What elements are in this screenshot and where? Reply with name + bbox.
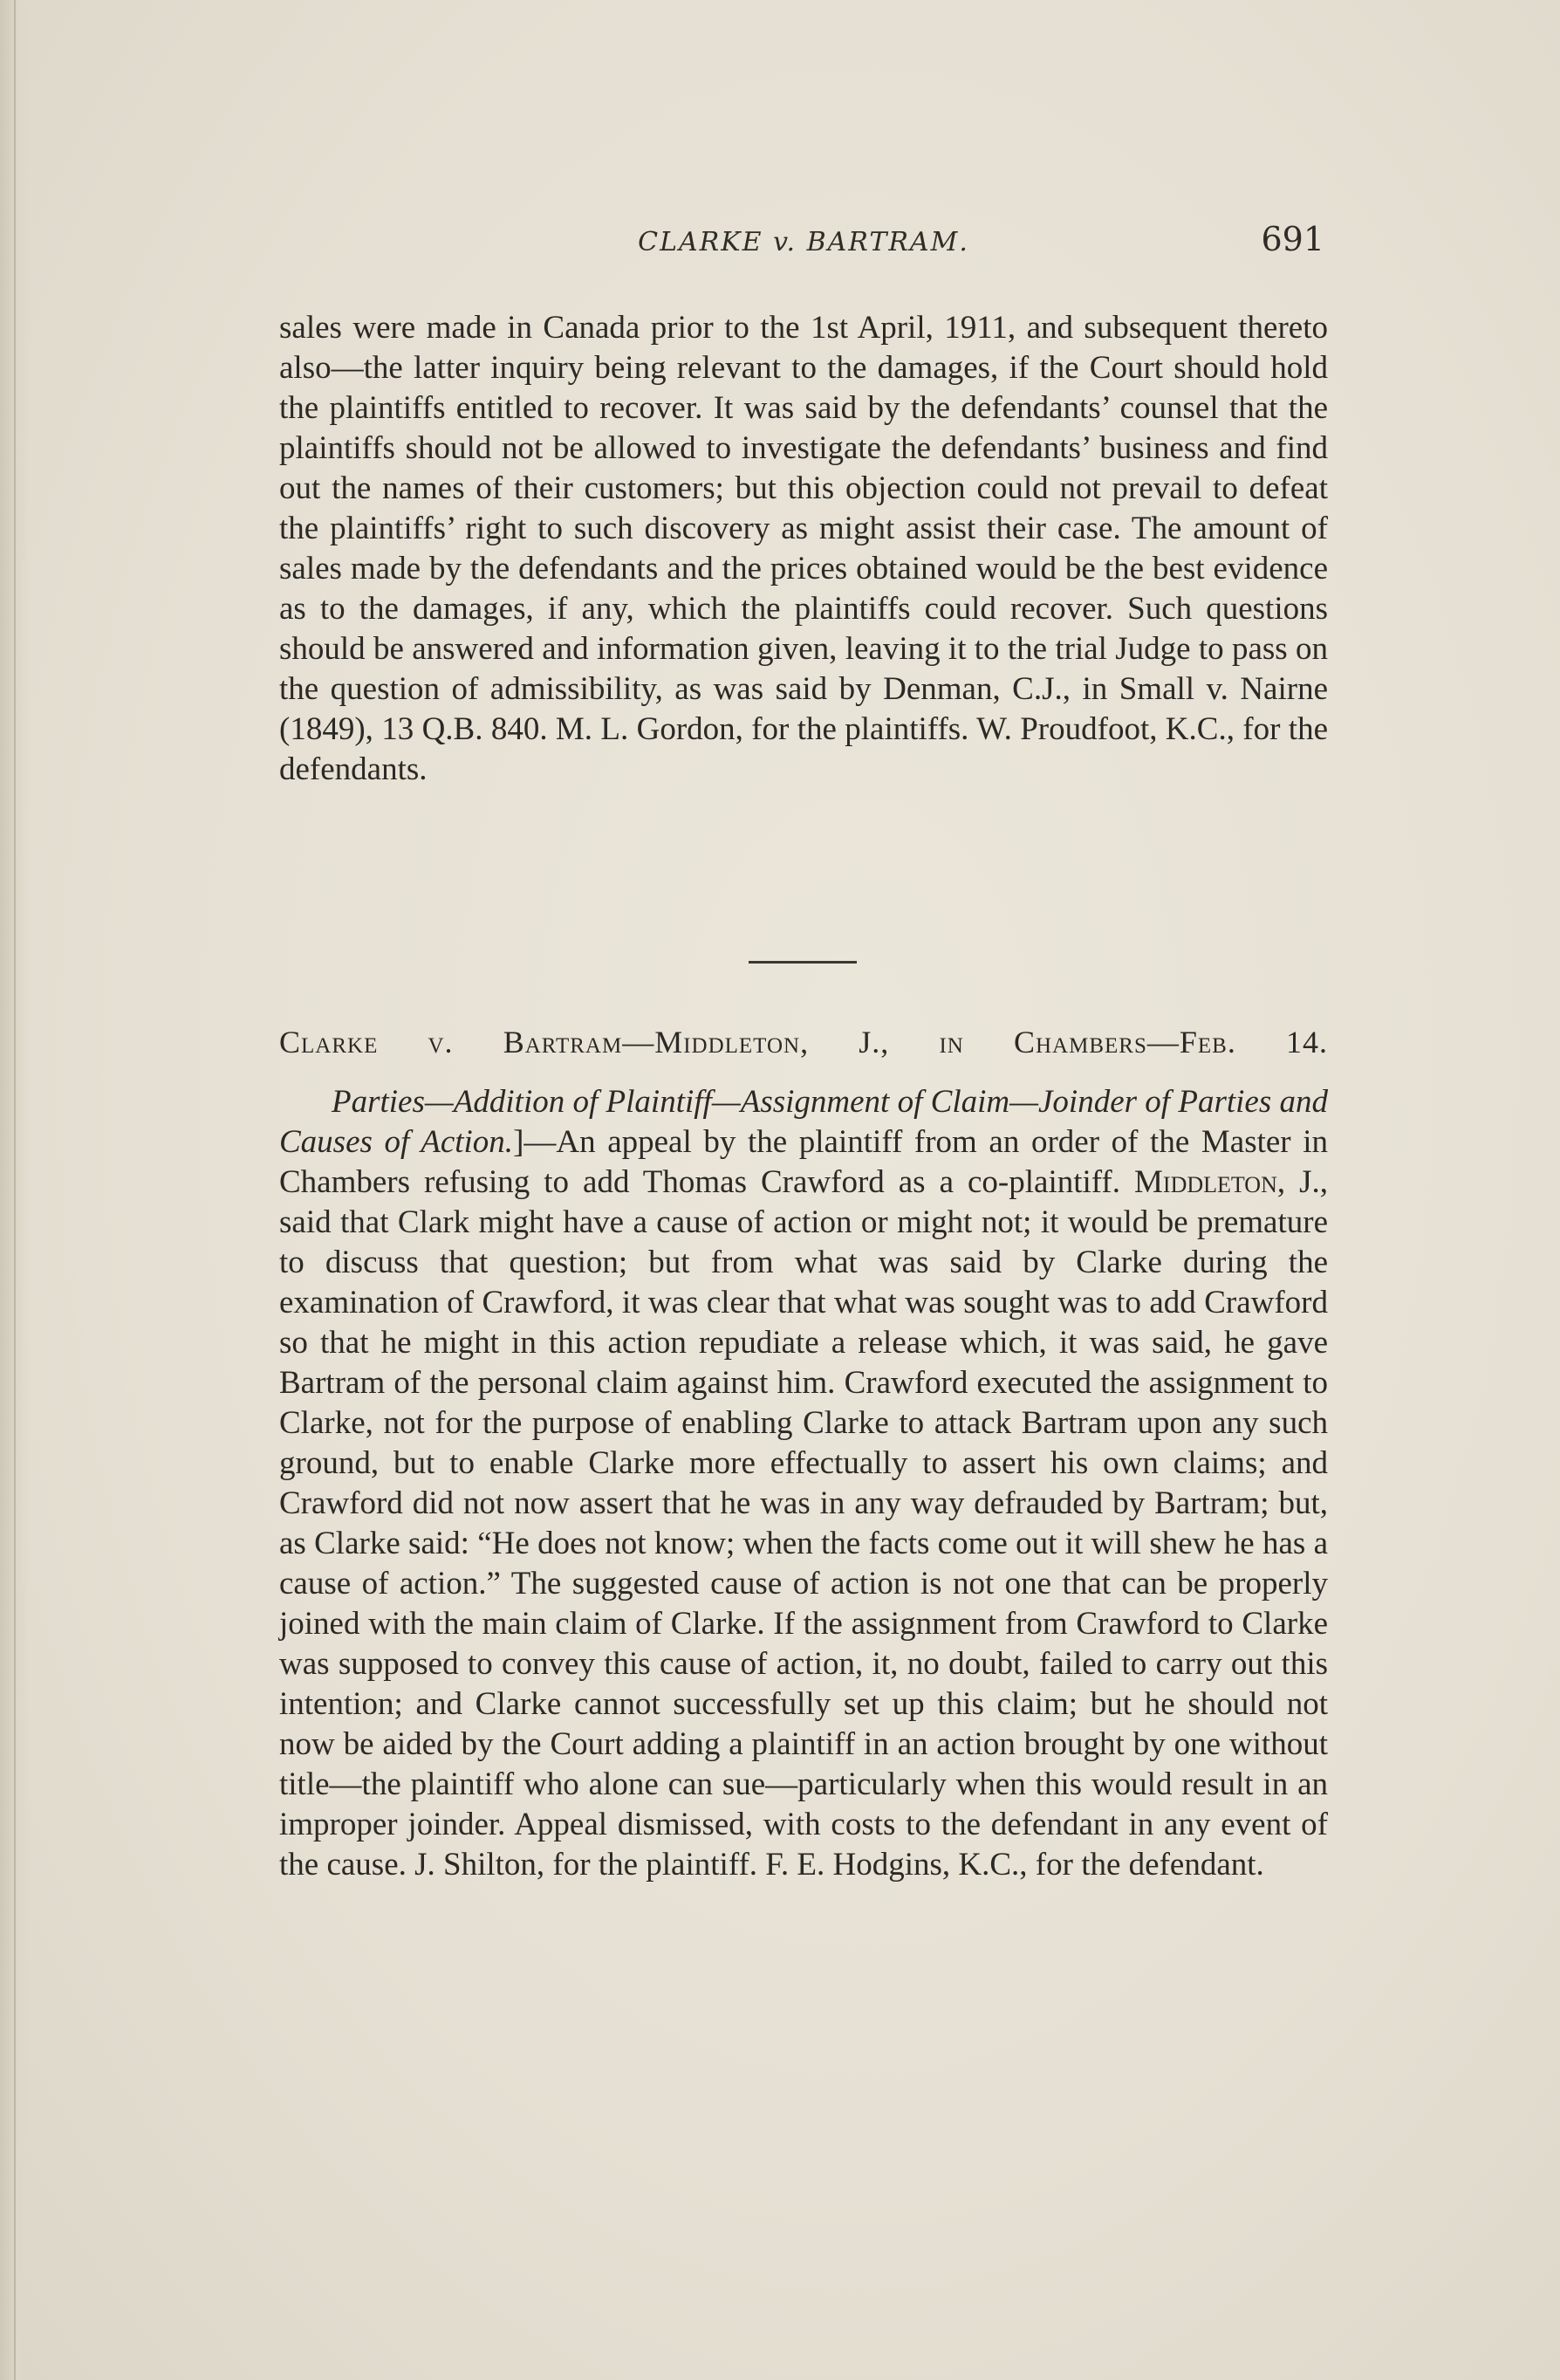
paragraph-text: sales were made in Canada prior to the 1st April, 1911, and subsequent thereto also—the latter inquiry being relevant to the damages, if the Court should hold the plaintiffs entitled to recover. It was said by the defendants’ counsel that the plaintiffs should not be allowed to investigate the defendants’ business and find out the names of their customers; but this objection could not prevail to defeat the plaintiffs’ right to such discovery as might assist their case. The amount of sales made by the defendants and the prices obtained would be the best evidence as to the damages, if any, which the plaintiffs could recover. Such questions should be answered and information given, leaving it to the trial Judge to pass on the question of admissibility, as was said by Denman, C.J., in Small v. Nairne (1849), 13 Q.B. 840. M. L. Gordon, for the plaintiffs. W. Proudfoot, K.C., for the defendants. <box>279 310 1328 787</box>
judge-name: Middleton <box>1134 1164 1277 1200</box>
page-binding-line <box>14 0 16 2380</box>
case-paragraph <box>279 1082 1328 1885</box>
paragraph-continued <box>279 308 1328 790</box>
page-header <box>279 220 1328 272</box>
case-paragraph-text <box>279 1082 1328 1885</box>
section-divider <box>749 961 857 964</box>
case-heading: Clarke v. Bartram—Middleton, J., in Chambers—Feb. 14. <box>279 1025 1328 1060</box>
page-number: 691 <box>1261 220 1324 258</box>
case-subject: Parties—Addition of Plaintiff—Assignment of Claim—Joinder of Parties and Causes of Action. <box>279 1084 1328 1160</box>
case-intro: ]—An appeal by the plaintiff from an order of the Master in Chambers refusing to add Thomas Crawford as a co-plaintiff. <box>279 1124 1329 1200</box>
case-body: , J., said that Clark might have a cause of action or might not; it would be premature to discuss that question; but from what was said by Clarke during the examination of Crawford, it was clear that what was sought was to add Crawford so that he might in this action repudiate a release which, it was said, he gave Bartram of the personal claim against him. Crawford executed the assignment to Clarke, not for the purpose of enabling Clarke to attack Bartram upon any such ground, but to enable Clarke more effectually to assert his own claims; and Crawford did not now assert that he was in any way defrauded by Bartram; but, as Clarke said: “He does not know; when the facts come out it will shew he has a cause of action.” The suggested cause of action is not one that can be properly joined with the main claim of Clarke. If the assignment from Crawford to Clarke was supposed to convey this cause of action, it, no doubt, failed to carry out this intention; and Clarke cannot successfully set up this claim; but he should not now be aided by the Court adding a plaintiff in an action brought by one without title—the plaintiff who alone can sue—particularly when this would result in an improper joinder. Appeal dismissed, with costs to the defendant in any event of the cause. J. Shilton, for the plaintiff. F. E. Hodgins, K.C., for the defendant. <box>279 1164 1329 1883</box>
running-title: CLARKE v. BARTRAM. <box>638 227 969 257</box>
